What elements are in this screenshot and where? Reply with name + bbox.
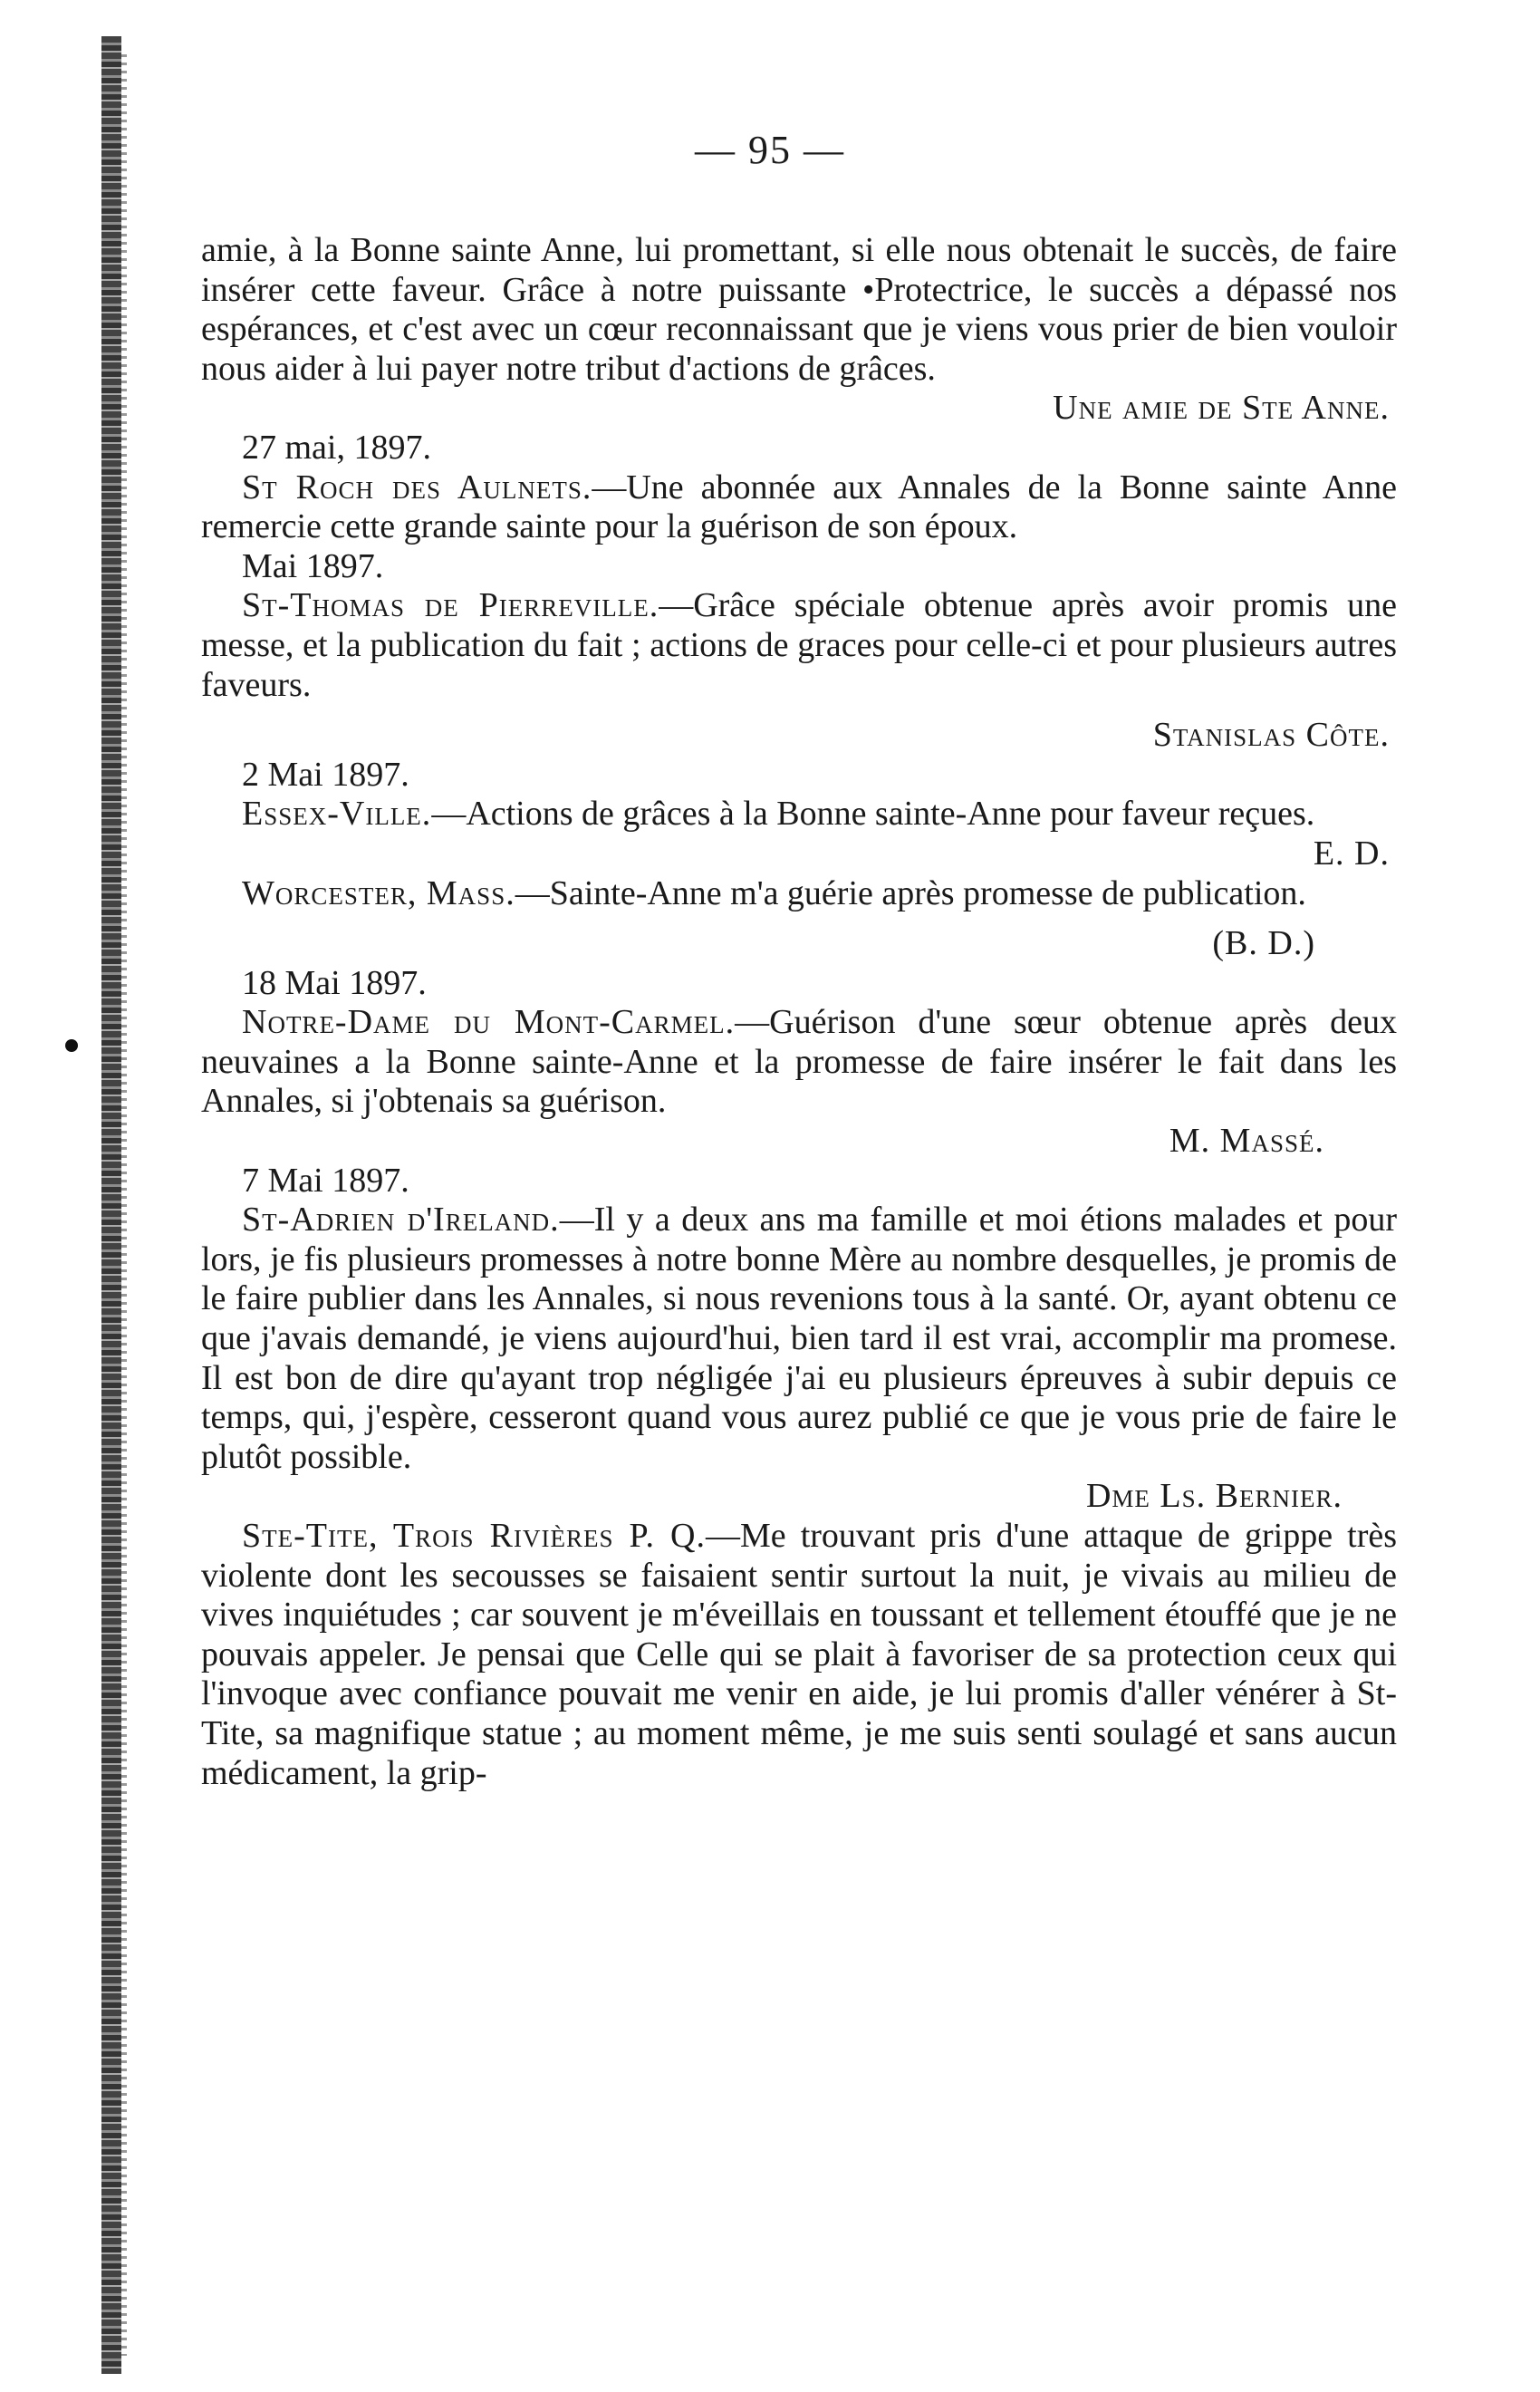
entry-place: St Roch des Aulnets. <box>242 468 592 506</box>
entry-body: amie, à la Bonne sainte Anne, lui promettant, si elle nous obtenait le succès, de faire insérer cette faveur. Grâce à notre puissante •Protectrice, le succès a dépassé nos espérances, et c'est avec un cœur reconnaissant que je viens vous prier de bien vouloir nous aider à lui payer notre tribut d'actions de grâces. <box>201 231 1397 388</box>
page-number: — 95 — <box>695 128 845 172</box>
entry-date: 7 Mai 1897. <box>242 1161 409 1200</box>
entry-date: 18 Mai 1897. <box>242 963 427 1002</box>
entry-body: St-Adrien d'Ireland.—Il y a deux ans ma famille et moi étions malades et pour lors, je fis plusieurs promesses à notre bonne Mère au nombre desquelles, je promis de le faire publier dans les Annales, si nous revenions tous à la santé. Or, ayant obtenu ce que j'avais demandé, je viens aujourd'hui, bien tard il est vrai, accomplir ma promese. Il est bon de dire qu'ayant trop négligée j'ai eu plusieurs épreuves à subir depuis ce temps, qui, j'espère, cesseront quand vous aurez publié ce que je vous prie de faire le plutôt possible. <box>201 1201 1397 1476</box>
entry-date: Mai 1897. <box>242 546 384 585</box>
entry-body: Essex-Ville.—Actions de grâces à la Bonne sainte-Anne pour faveur reçues. <box>242 795 1315 834</box>
entry-body: St-Thomas de Pierreville.—Grâce spéciale obtenue après avoir promis une messe, et la publication du fait ; actions de graces pour celle-ci et pour plusieurs autres faveurs. <box>201 586 1398 704</box>
entry-body: St Roch des Aulnets.—Une abonnée aux Annales de la Bonne sainte Anne remercie cette grande sainte pour la guérison de son époux. <box>201 468 1397 546</box>
entry-signature: Dme Ls. Bernier. <box>1085 1477 1343 1516</box>
entry-place: Essex-Ville. <box>242 795 432 834</box>
entry-signature: (B. D.) <box>1212 924 1315 963</box>
page-text <box>201 231 1397 1793</box>
entry-body: Ste-Tite, Trois Rivières P. Q.—Me trouvant pris d'une attaque de grippe très violente dont les secousses se faisaient sentir surtout la nuit, je vivais au milieu de vives inquiétudes ; car souvent je m'éveillais en toussant et tellement étouffé que je ne pouvais appeler. Je pensai que Celle qui se plait à favoriser de sa protection ceux qui l'invoque avec confiance pouvait me venir en aide, je lui promis d'aller vénérer à St-Tite, sa magnifique statue ; au moment même, je me suis senti soulagé et sans aucun médicament, la grip- <box>201 1517 1397 1792</box>
entry-signature: E. D. <box>1313 834 1390 873</box>
entry-signature: Stanislas Côte. <box>1152 716 1390 755</box>
page-binding-edge <box>101 36 121 2374</box>
entry-place: St-Adrien d'Ireland. <box>242 1201 560 1239</box>
entry-signature: M. Massé. <box>1169 1122 1324 1161</box>
ink-spot <box>65 1039 78 1052</box>
entry-place: Notre-Dame du Mont-Carmel. <box>242 1003 736 1042</box>
entry-date: 2 Mai 1897. <box>242 755 409 794</box>
entry-place: St-Thomas de Pierreville. <box>242 586 659 625</box>
entry-place: Ste-Tite, Trois Rivières P. Q. <box>242 1517 706 1555</box>
entry-body: Notre-Dame du Mont-Carmel.—Guérison d'une sœur obtenue après deux neuvaines a la Bonne sainte-Anne et la promesse de faire insérer le fait dans les Annales, si j'obtenais sa guérison. <box>201 1003 1397 1121</box>
entry-date: 27 mai, 1897. <box>242 428 431 467</box>
entry-place: Worcester, Mass. <box>242 873 515 912</box>
entry-body: Worcester, Mass.—Sainte-Anne m'a guérie après promesse de publication. <box>242 873 1306 912</box>
page-binding-shadow <box>121 54 127 2356</box>
entry-signature: Une amie de Ste Anne. <box>1053 389 1390 428</box>
